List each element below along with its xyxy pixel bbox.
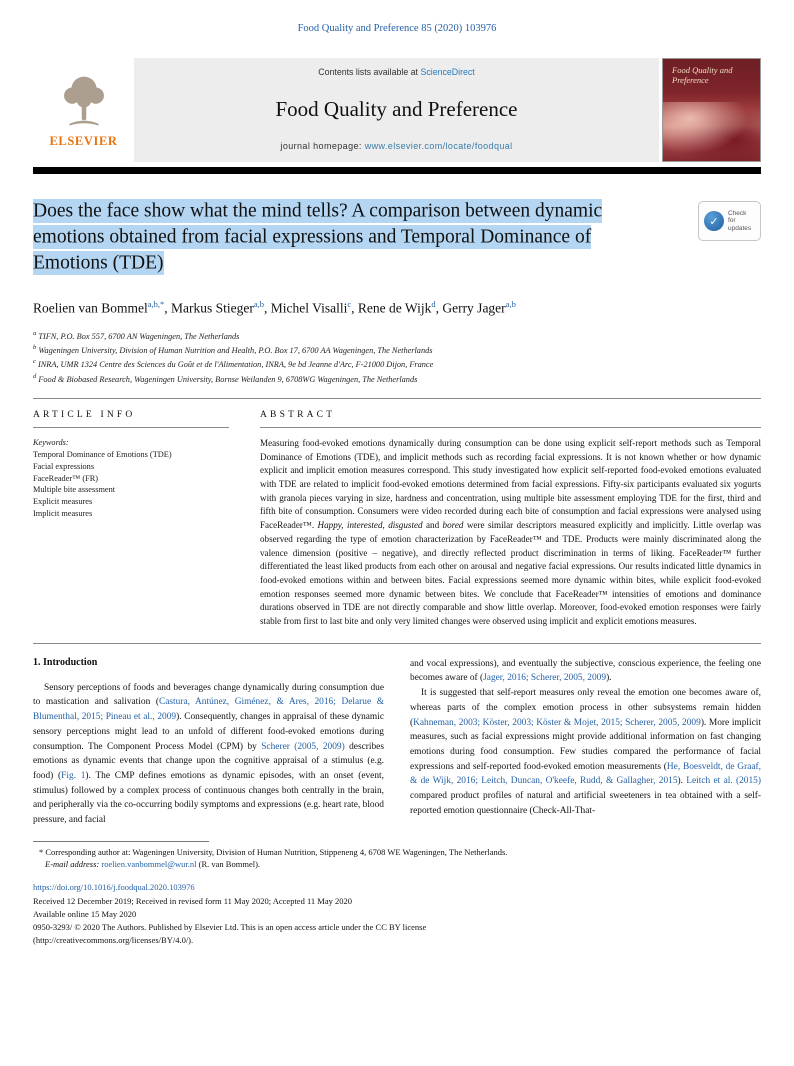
- affiliation-marker: c: [33, 358, 36, 366]
- citation-link[interactable]: He, Boesveldt, de Graaf, & de Wijk, 2016; Leitch, Duncan, O'keefe, Rudd, & Gallagher, 2015: [410, 761, 761, 787]
- elsevier-tree-icon: [55, 71, 113, 133]
- masthead-rule: [33, 167, 761, 174]
- cover-title: Food Quality and Preference: [672, 65, 733, 85]
- affiliation-text: Wageningen University, Division of Human Nutrition and Health, P.O. Box 17, 6700 AA Wageningen, The Netherlands: [38, 345, 433, 355]
- text-segment: ). Consequently, changes in appraisal of these dynamic sensory perceptions might lead to an unfold of different food-evoked emotions during consumption. The Component Process Model (CPM) by: [33, 712, 384, 752]
- journal-title: Food Quality and Preference: [275, 96, 518, 121]
- text-segment: ). The CMP defines emotions as dynamic episodes, with an onset (event, stimulus) followed by a complex process of continuous changes both centrally in the brain, and peripherally via the co-occurring bodily symptoms and expressions (e.g. heart rate, blood pressure, and facial: [33, 771, 384, 826]
- check-for-updates-badge[interactable]: [698, 201, 761, 241]
- text-segment: Roelien van Bommel: [33, 300, 148, 316]
- citation-link[interactable]: Castura, Antúnez, Giménez, & Ares, 2016; Delarue & Blumenthal, 2015; Pineau et al., 2009: [33, 697, 384, 723]
- article-title: [33, 198, 645, 276]
- footnote-rule: [33, 841, 209, 842]
- check-for-updates-label: Check for updates: [728, 209, 752, 232]
- contents-line: [318, 67, 475, 77]
- journal-homepage-link[interactable]: www.elsevier.com/locate/foodqual: [364, 141, 513, 151]
- citation-link[interactable]: Jager, 2016; Scherer, 2005, 2009: [483, 673, 607, 684]
- introduction-paragraph-1: [33, 681, 384, 828]
- author-affiliation-ref[interactable]: a,b,*: [147, 299, 165, 309]
- affiliation-text: INRA, UMR 1324 Centre des Sciences du Goût et de l'Alimentation, INRA, 9e bd Jeanne d'Arc, F-21000 Dijon, France: [37, 359, 434, 369]
- available-online: Available online 15 May 2020: [33, 909, 137, 920]
- affiliation-b: [33, 342, 761, 356]
- abstract-text: [260, 437, 761, 629]
- text-segment: It is suggested that self-report measures only reveal the emotion one becomes aware of, whereas parts of the complex emotion process in other subsystems remain hidden (: [410, 688, 761, 728]
- publication-info: [33, 881, 761, 947]
- text-segment: and vocal expressions), and eventually the subjective, conscious experience, the feeling one becomes aware of (: [410, 658, 761, 684]
- keyword-item: Temporal Dominance of Emotions (TDE): [33, 449, 172, 459]
- license-url: (http://creativecommons.org/licenses/BY/4.0/).: [33, 935, 194, 946]
- article-title-text: Does the face show what the mind tells? A comparison between dynamic emotions obtained from facial expressions and Temporal Dominance of Emotions (TDE): [33, 200, 603, 273]
- received-dates: Received 12 December 2019; Received in revised form 11 May 2020; Accepted 11 May 2020: [33, 896, 352, 907]
- affiliation-text: TIFN, P.O. Box 557, 6700 AN Wageningen, The Netherlands: [38, 331, 240, 341]
- text-segment: Measuring food-evoked emotions dynamically during consumption can be done using explicit self-report methods such as Temporal Dominance of Emotions (TDE), and implicit methods such as recording facial expressions. It is not known whether or how dynamic explicit and implicit emotion measures correspond. This study investigated how explicit self-reported food-evoked emotions evaluated with TDE are related to implicit food-evoked emotions determined from facial expressions. Fifty-six participants evaluated six yogurts with granola pieces varying in size, hardness and concentration, using multiple bite assessment employing TDE for the first, third and fifth bite of consumption. Consumers were video recorded during each bite of consumption and facial expressions were analysed using FaceReader™.: [260, 437, 761, 531]
- text-segment: , Gerry Jager: [435, 300, 506, 316]
- corresponding-author-note: * Corresponding author at: Wageningen University, Division of Human Nutrition, Stippeneng 4, 6708 WE Wageningen, The Netherlands.: [39, 846, 508, 857]
- footnote-block: [33, 841, 761, 871]
- affiliation-marker: a: [33, 329, 37, 337]
- author-affiliation-ref[interactable]: a,b: [253, 299, 265, 309]
- author-affiliation-ref[interactable]: d: [431, 299, 436, 309]
- text-segment: ). More implicit measures, such as facial expressions might provide additional information on fast changing emotions during food consumption. Few studies compared the performance of facial expressions and self-reported food-evoked emotion measurements (: [410, 717, 761, 772]
- body-column-left: [33, 657, 384, 828]
- contents-prefix: Contents lists available at: [318, 67, 419, 77]
- keyword-item: Multiple bite assessment: [33, 485, 116, 495]
- author-affiliation-ref[interactable]: a,b: [505, 299, 516, 309]
- keywords-label: Keywords:: [33, 437, 69, 447]
- elsevier-wordmark: ELSEVIER: [49, 134, 118, 148]
- homepage-label: journal homepage:: [280, 141, 362, 151]
- text-segment: bored: [442, 520, 464, 531]
- text-segment: (R. van Bommel).: [196, 858, 261, 869]
- article-info-column: [33, 410, 229, 629]
- email-link[interactable]: roelien.vanbommel@wur.nl: [101, 858, 197, 869]
- text-segment: , Rene de Wijk: [351, 300, 432, 316]
- email-note: [33, 859, 761, 871]
- citation-link[interactable]: Kahneman, 2003; Köster, 2003; Köster & Mojet, 2015; Scherer, 2005, 2009: [413, 717, 701, 728]
- introduction-paragraph-2: [410, 686, 761, 818]
- affiliations: [33, 328, 761, 385]
- abstract-heading: ABSTRACT: [260, 410, 761, 428]
- affiliation-marker: b: [33, 343, 37, 351]
- keyword-item: FaceReader™ (FR): [33, 473, 99, 483]
- citation-link[interactable]: Leitch et al. (2015): [686, 776, 761, 787]
- crossmark-icon: [704, 211, 724, 231]
- journal-reference-link[interactable]: Food Quality and Preference 85 (2020) 103976: [297, 23, 497, 34]
- introduction-heading: 1. Introduction: [33, 656, 98, 668]
- text-segment: Sensory perceptions of foods and beverages change dynamically during consumption due to mastication and salivation (: [33, 682, 384, 708]
- article-body: [33, 644, 761, 828]
- author-affiliation-ref[interactable]: c: [347, 299, 352, 309]
- homepage-line: [280, 141, 512, 151]
- article-info-abstract: [33, 399, 761, 643]
- text-segment: were similar descriptors measured explicitly and implicitly. Little overlap was observed regarding the type of emotion characterization by FaceReader™ and TDE. Products were mainly discriminated along the valence dimension (positive – negative), and directly reflected product discrimination in terms of liking. FaceReader™ further differentiated the least liked products from each other on arousal and negative facial expressions. Our results indicated little dynamics in food-evoked emotions within and between bites. Facial expressions seemed more dynamic within bites, while explicit food-evoked emotion responses seemed more dynamic between bites. We conclude that FaceReader™ intensities of emotions and dominance durations observed in TDE are not directly comparable and show little overlap. Moreover, food-evoked emotion responses were fairly stable from first to last bite and only very limited changes were observed using implicit and explicit emotions measures.: [260, 520, 761, 627]
- keyword-item: Implicit measures: [33, 508, 93, 518]
- text-segment: ).: [677, 776, 687, 787]
- journal-masthead: [33, 58, 761, 162]
- keyword-item: Facial expressions: [33, 461, 95, 471]
- citation-link[interactable]: Scherer (2005, 2009): [261, 741, 345, 752]
- sciencedirect-link[interactable]: ScienceDirect: [420, 67, 475, 77]
- text-segment: E-mail address:: [45, 858, 102, 869]
- check-icon: ✓: [709, 215, 719, 228]
- article-info-heading: ARTICLE INFO: [33, 410, 229, 428]
- body-column-right: [410, 657, 761, 828]
- keyword-item: Explicit measures: [33, 497, 93, 507]
- doi-link[interactable]: https://doi.org/10.1016/j.foodqual.2020.103976: [33, 882, 195, 893]
- elsevier-logo[interactable]: [33, 58, 134, 162]
- title-row: [33, 198, 761, 276]
- affiliation-d: [33, 371, 761, 385]
- introduction-paragraph-1-continued: [410, 657, 761, 686]
- abstract-column: [260, 410, 761, 629]
- text-segment: and: [422, 520, 443, 531]
- text-segment: , Markus Stieger: [164, 300, 254, 316]
- masthead-banner: [134, 58, 659, 162]
- journal-cover-thumbnail[interactable]: [662, 58, 761, 162]
- figure-reference-link[interactable]: Fig. 1: [61, 771, 86, 781]
- affiliation-c: [33, 356, 761, 370]
- affiliation-marker: d: [33, 372, 37, 380]
- text-segment: Happy, interested, disgusted: [317, 520, 423, 531]
- affiliation-a: [33, 328, 761, 342]
- license-line: 0950-3293/ © 2020 The Authors. Published by Elsevier Ltd. This is an open access article under the CC BY license: [33, 922, 427, 933]
- text-segment: compared product profiles of natural and artificial sweeteners in tea obtained with a self-reported emotion questionnaire (Check-All-That-: [410, 791, 761, 816]
- text-segment: , Michel Visalli: [264, 300, 348, 316]
- text-segment: describes emotions as dynamic events that change upon the cognitive appraisal of a stimulus (e.g. food) (: [33, 741, 384, 781]
- text-segment: ).: [606, 673, 612, 684]
- author-list: [33, 299, 761, 317]
- affiliation-text: Food & Biobased Research, Wageningen University, Bornse Weilanden 9, 6708WG Wageningen, The Netherlands: [38, 374, 418, 384]
